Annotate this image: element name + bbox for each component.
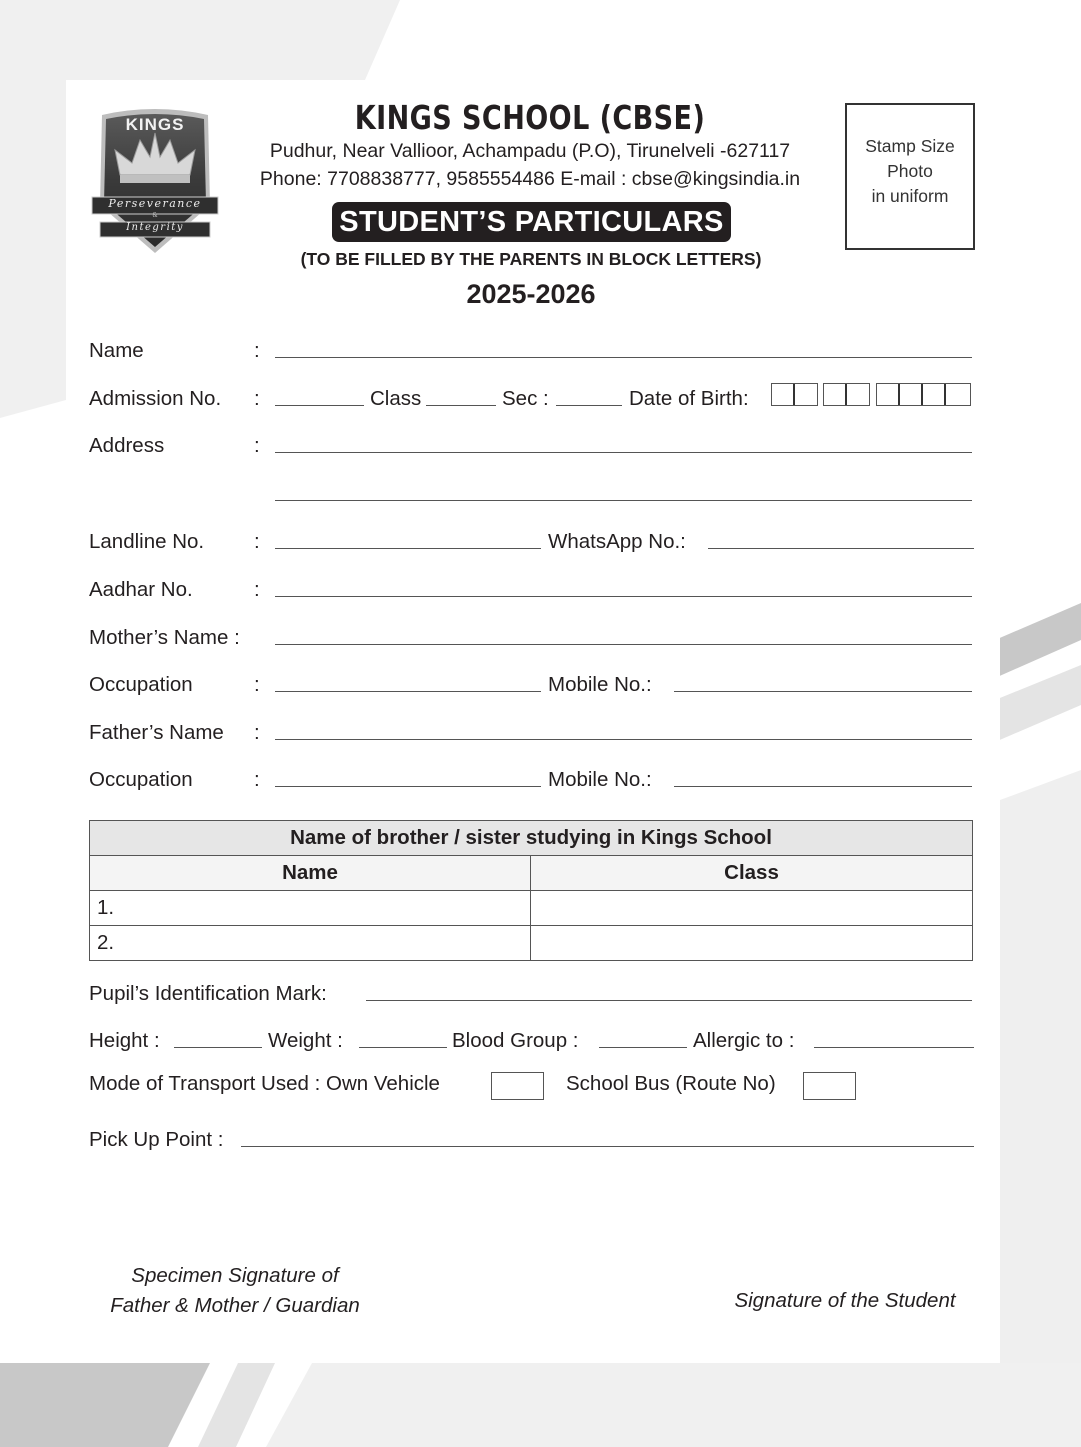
- father-name-field[interactable]: [275, 739, 972, 740]
- parent-signature-line1: Specimen Signature of: [131, 1264, 339, 1287]
- dob-day-boxes[interactable]: [771, 383, 818, 406]
- logo-motto-2: Integrity: [126, 222, 184, 233]
- height-label: Height :: [89, 1029, 160, 1052]
- colon: :: [254, 434, 260, 457]
- school-bus-label: School Bus (Route No): [566, 1072, 776, 1095]
- photo-box[interactable]: [845, 103, 975, 250]
- blood-group-field[interactable]: [599, 1047, 687, 1048]
- allergic-field[interactable]: [814, 1047, 974, 1048]
- admission-field[interactable]: [275, 405, 364, 406]
- photo-box-line2: Photo: [887, 161, 933, 181]
- parent-signature-label: [80, 1261, 390, 1321]
- height-field[interactable]: [174, 1047, 262, 1048]
- colon: :: [254, 578, 260, 601]
- column-header-class: Class: [531, 856, 973, 891]
- identification-label: Pupil’s Identification Mark:: [89, 982, 327, 1005]
- dob-month-boxes[interactable]: [823, 383, 870, 406]
- class-field[interactable]: [426, 405, 496, 406]
- admission-label: Admission No.: [89, 387, 222, 410]
- form-title: STUDENT’S PARTICULARS: [332, 202, 731, 242]
- school-address: Pudhur, Near Vallioor, Achampadu (P.O), Tirunelveli -627117: [269, 140, 791, 162]
- photo-box-line3: in uniform: [871, 186, 949, 206]
- mother-mobile-field[interactable]: [674, 691, 972, 692]
- transport-label: Mode of Transport Used : Own Vehicle: [89, 1072, 440, 1095]
- colon: :: [254, 768, 260, 791]
- address-field-1[interactable]: [275, 452, 972, 453]
- colon: :: [254, 339, 260, 362]
- pickup-label: Pick Up Point :: [89, 1128, 224, 1151]
- siblings-table-caption: Name of brother / sister studying in Kings School: [90, 821, 973, 856]
- pickup-field[interactable]: [241, 1146, 974, 1147]
- landline-label: Landline No.: [89, 530, 205, 553]
- form-instruction: (TO BE FILLED BY THE PARENTS IN BLOCK LETTERS): [300, 249, 762, 269]
- table-row: [90, 926, 973, 961]
- student-signature-label: Signature of the Student: [734, 1289, 956, 1312]
- father-occupation-label: Occupation: [89, 768, 193, 791]
- logo-motto-amp: &: [152, 212, 158, 219]
- weight-label: Weight :: [268, 1029, 343, 1052]
- father-name-label: Father’s Name: [89, 721, 224, 744]
- address-field-2[interactable]: [275, 500, 972, 501]
- parent-signature-line2: Father & Mother / Guardian: [110, 1294, 360, 1317]
- logo-brand: KINGS: [125, 115, 185, 134]
- column-header-name: Name: [90, 856, 531, 891]
- school-contact: Phone: 7708838777, 9585554486 E-mail : cbse@kingsindia.in: [259, 168, 801, 190]
- colon: :: [254, 387, 260, 410]
- mother-name-label: Mother’s Name :: [89, 626, 240, 649]
- dob-year-boxes[interactable]: [876, 383, 971, 406]
- sibling-name-cell[interactable]: 2.: [90, 926, 531, 961]
- class-label: Class: [370, 387, 422, 410]
- allergic-label: Allergic to :: [693, 1029, 795, 1052]
- sibling-class-cell[interactable]: [531, 926, 973, 961]
- whatsapp-field[interactable]: [708, 548, 974, 549]
- mother-occupation-field[interactable]: [275, 691, 541, 692]
- identification-field[interactable]: [366, 1000, 972, 1001]
- landline-field[interactable]: [275, 548, 541, 549]
- whatsapp-label: WhatsApp No.:: [548, 530, 686, 553]
- table-row: [90, 891, 973, 926]
- address-label: Address: [89, 434, 165, 457]
- academic-year: 2025-2026: [466, 279, 596, 309]
- mother-mobile-label: Mobile No.:: [548, 673, 652, 696]
- sec-field[interactable]: [556, 405, 622, 406]
- sec-label: Sec :: [502, 387, 549, 410]
- logo-motto-1: Perseverance: [108, 197, 202, 210]
- colon: :: [254, 673, 260, 696]
- father-mobile-label: Mobile No.:: [548, 768, 652, 791]
- weight-field[interactable]: [359, 1047, 447, 1048]
- aadhar-field[interactable]: [275, 596, 972, 597]
- father-mobile-field[interactable]: [674, 786, 972, 787]
- father-occupation-field[interactable]: [275, 786, 541, 787]
- photo-box-line1: Stamp Size: [865, 136, 955, 156]
- aadhar-label: Aadhar No.: [89, 578, 193, 601]
- sibling-class-cell[interactable]: [531, 891, 973, 926]
- colon: :: [254, 530, 260, 553]
- colon: :: [254, 721, 260, 744]
- name-field[interactable]: [275, 357, 972, 358]
- own-vehicle-checkbox[interactable]: [491, 1072, 544, 1100]
- name-label: Name: [89, 339, 144, 362]
- school-name: KINGS SCHOOL (CBSE): [354, 98, 706, 137]
- sibling-name-cell[interactable]: 1.: [90, 891, 531, 926]
- mother-name-field[interactable]: [275, 644, 972, 645]
- school-bus-route-box[interactable]: [803, 1072, 856, 1100]
- blood-group-label: Blood Group :: [452, 1029, 579, 1052]
- dob-label: Date of Birth:: [629, 387, 749, 410]
- siblings-table: [89, 820, 973, 961]
- mother-occupation-label: Occupation: [89, 673, 193, 696]
